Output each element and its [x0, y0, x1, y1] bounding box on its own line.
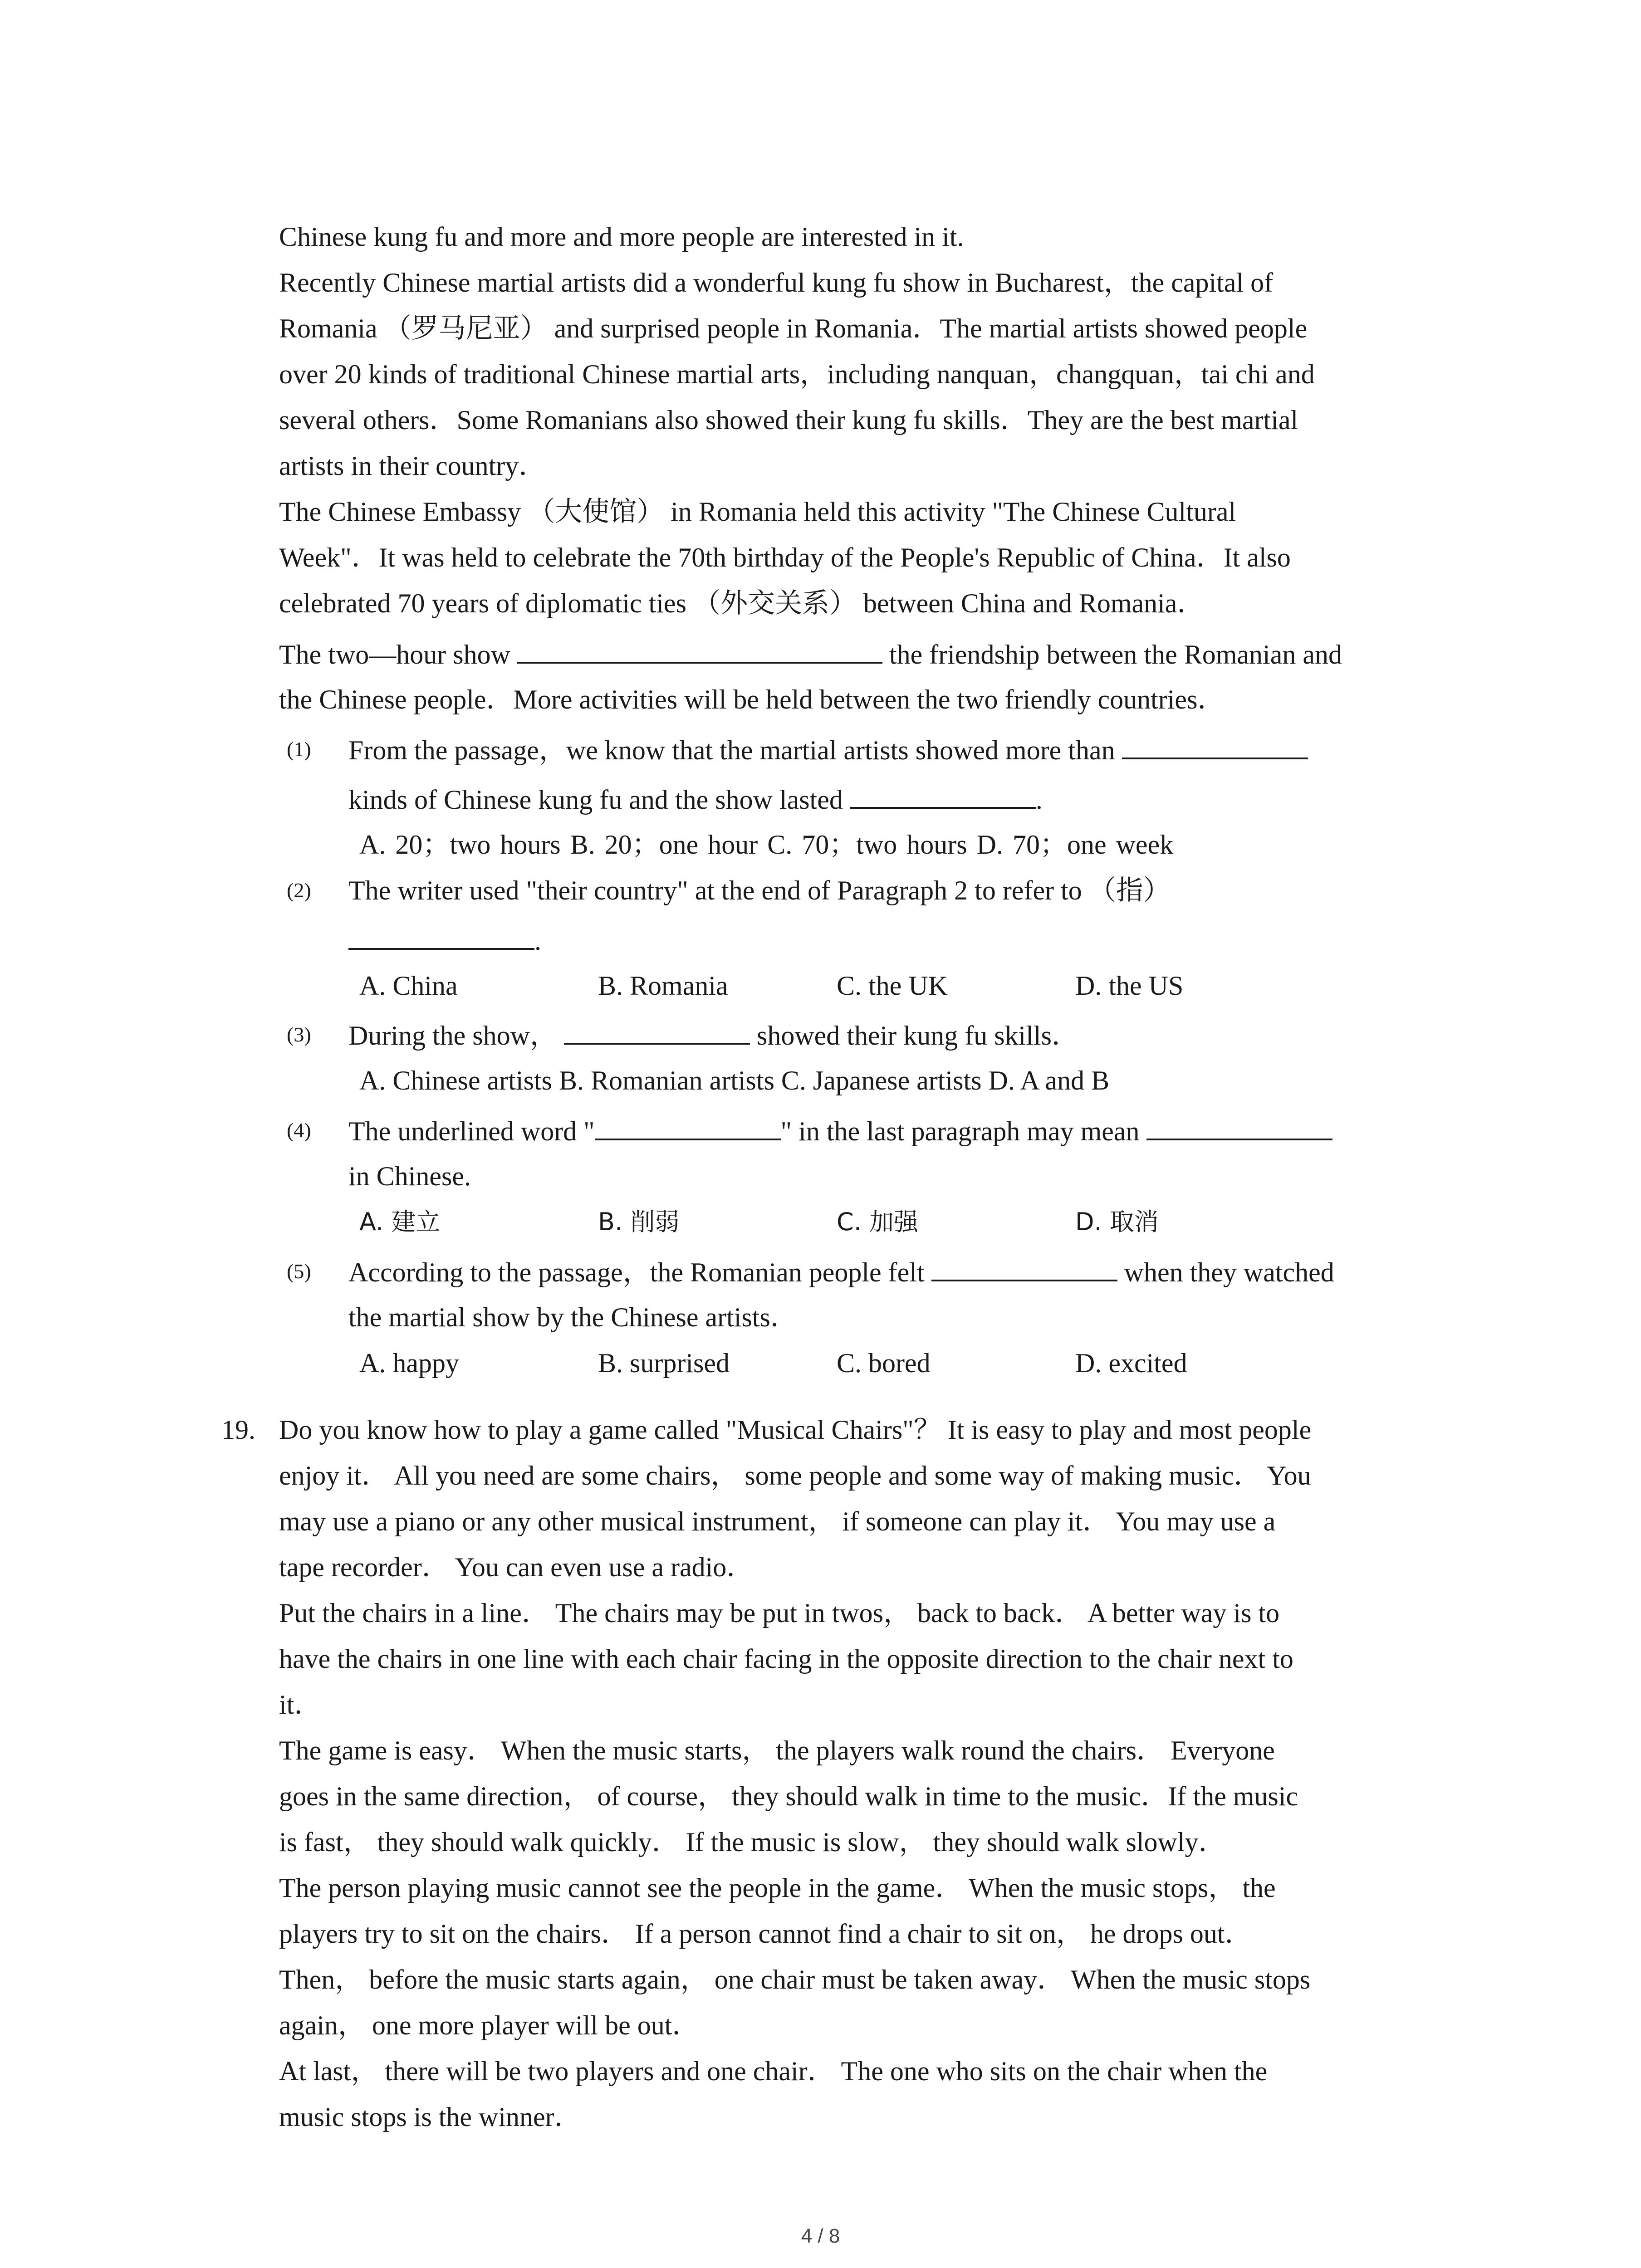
- question-text: showed their kung fu skills．: [756, 1021, 1079, 1051]
- passage-line: is fast， they should walk quickly． If the music is slow， they should walk slowly．: [279, 1827, 1226, 1857]
- answer-blank: [931, 1253, 1117, 1281]
- passage-line: Put the chairs in a line． The chairs may be put in twos， back to back． A better way is to: [279, 1598, 1280, 1628]
- question-text: " in the last paragraph may mean: [780, 1116, 1140, 1146]
- punctuation: .: [1035, 785, 1043, 815]
- passage-line: enjoy it． All you need are some chairs， some people and some way of making music． You: [279, 1461, 1311, 1491]
- passage-line: The person playing music cannot see the people in the game． When the music stops， the: [279, 1873, 1276, 1903]
- option-a: A. China: [359, 971, 458, 1001]
- passage-line: the Chinese people．More activities will be held between the two friendly countries．: [279, 684, 1225, 714]
- passage-line: again， one more player will be out．: [279, 2010, 700, 2040]
- punctuation: .: [534, 926, 541, 956]
- question-number: 19.: [221, 1415, 255, 1445]
- passage-line: have the chairs in one line with each chair facing in the opposite direction to the chair next to: [279, 1644, 1293, 1674]
- passage-line: Then， before the music starts again， one chair must be taken away． When the music stops: [279, 1965, 1311, 1994]
- option-c: C. bored: [837, 1348, 931, 1378]
- passage-text: The two—hour show: [279, 640, 510, 670]
- option-a: A. happy: [359, 1348, 459, 1378]
- option-d: D. excited: [1075, 1348, 1187, 1378]
- passage-line: music stops is the winner．: [279, 2102, 582, 2132]
- option-b: B. 削弱: [598, 1207, 680, 1236]
- option-c: C. 加强: [837, 1207, 919, 1236]
- question-text: when they watched: [1124, 1257, 1334, 1287]
- question-text: The underlined word ": [348, 1116, 595, 1146]
- passage-line: may use a piano or any other musical instrument， if someone can play it． You may use a: [279, 1506, 1276, 1536]
- answer-blank: [564, 1017, 750, 1045]
- question-line: [348, 731, 1308, 768]
- question-line: [348, 1017, 1079, 1054]
- question-number: (1): [287, 738, 311, 761]
- passage-line-with-blank: [279, 635, 1342, 673]
- passage-line: over 20 kinds of traditional Chinese martial arts，including nanquan，changquan，tai chi and: [279, 359, 1315, 389]
- passage-line: Chinese kung fu and more and more people are interested in it.: [279, 222, 964, 252]
- passage-line: it．: [279, 1690, 322, 1720]
- option-a: A. 建立: [359, 1207, 441, 1236]
- passage-line: The game is easy． When the music starts， the players walk round the chairs． Everyone: [279, 1735, 1275, 1765]
- passage-line: The Chinese Embassy （大使馆） in Romania held this activity "The Chinese Cultural: [279, 497, 1236, 527]
- passage-line: Recently Chinese martial artists did a wonderful kung fu show in Bucharest，the capital of: [279, 268, 1274, 298]
- question-line: in Chinese.: [348, 1161, 471, 1191]
- passage-line: At last， there will be two players and one chair． The one who sits on the chair when the: [279, 2056, 1268, 2086]
- question-text: From the passage，we know that the martial artists showed more than: [348, 735, 1115, 765]
- passage-line: tape recorder． You can even use a radio．: [279, 1552, 754, 1582]
- question-line: [348, 922, 541, 959]
- question-line: [348, 781, 1043, 818]
- answer-blank: [348, 922, 534, 950]
- passage-line: Romania （罗马尼亚） and surprised people in Romania．The martial artists showed people: [279, 313, 1308, 343]
- options-line: A. Chinese artists B. Romanian artists C. Japanese artists D. A and B: [359, 1066, 1110, 1095]
- question-number: (5): [287, 1260, 311, 1283]
- answer-blank: [850, 781, 1036, 809]
- question-number: (3): [287, 1023, 311, 1046]
- option-b: B. surprised: [598, 1348, 730, 1378]
- passage-line: several others．Some Romanians also showed their kung fu skills．They are the best martial: [279, 405, 1298, 435]
- passage-line: Do you know how to play a game called "Musical Chairs"？ It is easy to play and most people: [279, 1415, 1312, 1445]
- question-number: (2): [287, 879, 311, 902]
- underlined-word-blank: [595, 1112, 781, 1140]
- answer-blank: [1146, 1112, 1332, 1140]
- option-c: C. the UK: [837, 971, 948, 1001]
- answer-blank: [1122, 731, 1308, 759]
- options-line: A. 20；two hours B. 20；one hour C. 70；two hours D. 70；one week: [359, 830, 1174, 860]
- underlined-word-blank: [517, 635, 882, 664]
- question-line: [348, 1253, 1334, 1290]
- question-line: The writer used "their country" at the end of Paragraph 2 to refer to （指）: [348, 875, 1171, 905]
- passage-line: artists in their country．: [279, 451, 546, 481]
- passage-line: Week"．It was held to celebrate the 70th birthday of the People's Republic of China．It also: [279, 543, 1291, 572]
- question-text: According to the passage，the Romanian people felt: [348, 1257, 925, 1287]
- passage-line: celebrated 70 years of diplomatic ties （外交关系） between China and Romania．: [279, 588, 1205, 618]
- passage-line: goes in the same direction， of course， they should walk in time to the music．If the music: [279, 1781, 1298, 1811]
- question-line: the martial show by the Chinese artists．: [348, 1302, 798, 1332]
- question-number: (4): [287, 1119, 311, 1142]
- passage-text: the friendship between the Romanian and: [889, 640, 1342, 670]
- question-line: [348, 1112, 1332, 1149]
- passage-line: players try to sit on the chairs． If a person cannot find a chair to sit on， he drops out．: [279, 1919, 1252, 1949]
- page-number: 4 / 8: [801, 2225, 840, 2247]
- question-text: kinds of Chinese kung fu and the show lasted: [348, 785, 843, 815]
- option-b: B. Romania: [598, 971, 728, 1001]
- question-text: During the show，: [348, 1021, 557, 1051]
- option-d: D. the US: [1075, 971, 1184, 1001]
- option-d: D. 取消: [1075, 1207, 1159, 1236]
